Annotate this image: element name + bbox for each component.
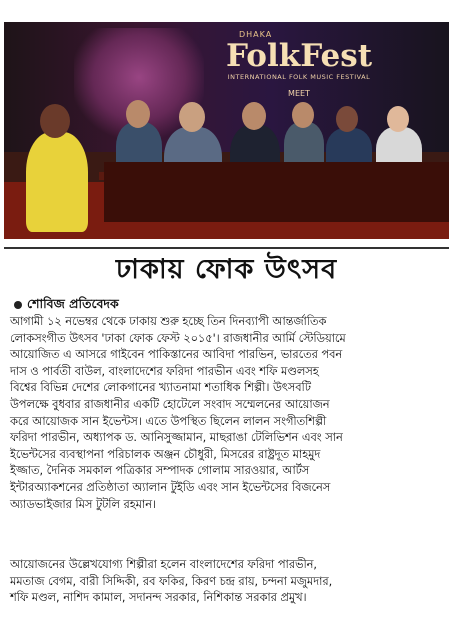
- person-yellow-dress: [26, 132, 88, 232]
- person-head: [242, 102, 266, 130]
- person-head: [179, 102, 205, 132]
- person-head: [292, 102, 314, 128]
- banner-top-text: DHAKA: [239, 30, 273, 39]
- banner-meet-text: MEET: [288, 89, 310, 98]
- banner-subtitle: INTERNATIONAL FOLK MUSIC FESTIVAL: [227, 73, 371, 81]
- press-conference-photo: [4, 22, 449, 239]
- byline-text: শোবিজ প্রতিবেদক: [27, 296, 119, 311]
- person-head: [387, 106, 409, 132]
- byline: [14, 296, 119, 312]
- article-paragraph-1: আগামী ১২ নভেম্বর থেকে ঢাকায় শুরু হচ্ছে তিন দিনব্যাপী আন্তর্জাতিক লোকসংগীত উৎসব 'ঢাকা ফোক ফেস্ট ২০১৫'। রাজধানীর আর্মি স্টেডিয়ামে আয়োজিত এ আসরে গাইবেন পাকিস্তানের আবিদা পারভিন, ভারতের পবন দাস ও পার্বতী বাউল, বাংলাদেশের ফরিদা পারভীন এবং শফি মণ্ডলসহ বিশ্বের বিভিন্ন দেশের লোকগানের খ্যাতনামা শতাধিক শিল্পী। উৎসবটি উপলক্ষে বুধবার রাজধানীর একটি হোটেলে সংবাদ সম্মেলনের আয়োজন করে আয়োজক সান ইভেন্টস। এতে উপস্থিত ছিলেন লালন সংগীতশিল্পী ফরিদা পারভীন, অধ্যাপক ড. আনিসুজ্জামান, মাছরাঙা টেলিভিশন এবং সান ইভেন্টসের ব্যবস্থাপনা পরিচালক অঞ্জন চৌধুরী, মিসরের রাষ্ট্রদূত মাহমুদ ইজ্জাত, দৈনিক সমকাল পত্রিকার সম্পাদক গোলাম সারওয়ার, আর্টস ইন্টারঅ্যাকশনের প্রতিষ্ঠাতা অ্যালান টুইডি এবং সান ইভেন্টসের বিজনেস অ্যাডভাইজার মিস টুটলি রহমান।: [10, 315, 346, 511]
- divider: [4, 247, 449, 249]
- person-head: [40, 104, 70, 138]
- article-paragraph-2: আয়োজনের উল্লেখযোগ্য শিল্পীরা হলেন বাংলাদেশের ফরিদা পারভীন, মমতাজ বেগম, বারী সিদ্দিকী, রব ফকির, কিরণ চন্দ্র রায়, চন্দনা মজুমদার, শফি মণ্ডল, নাশিদ কামাল, সদানন্দ সরকার, নিশিকান্ত সরকার প্রমুখ।: [10, 558, 333, 605]
- person-head: [126, 100, 150, 128]
- bullet-icon: [14, 301, 22, 309]
- conference-table: [104, 162, 449, 222]
- person-head: [336, 106, 358, 132]
- banner-title: FolkFest: [225, 38, 373, 74]
- article-headline: ঢাকায় ফোক উৎসব: [115, 254, 338, 285]
